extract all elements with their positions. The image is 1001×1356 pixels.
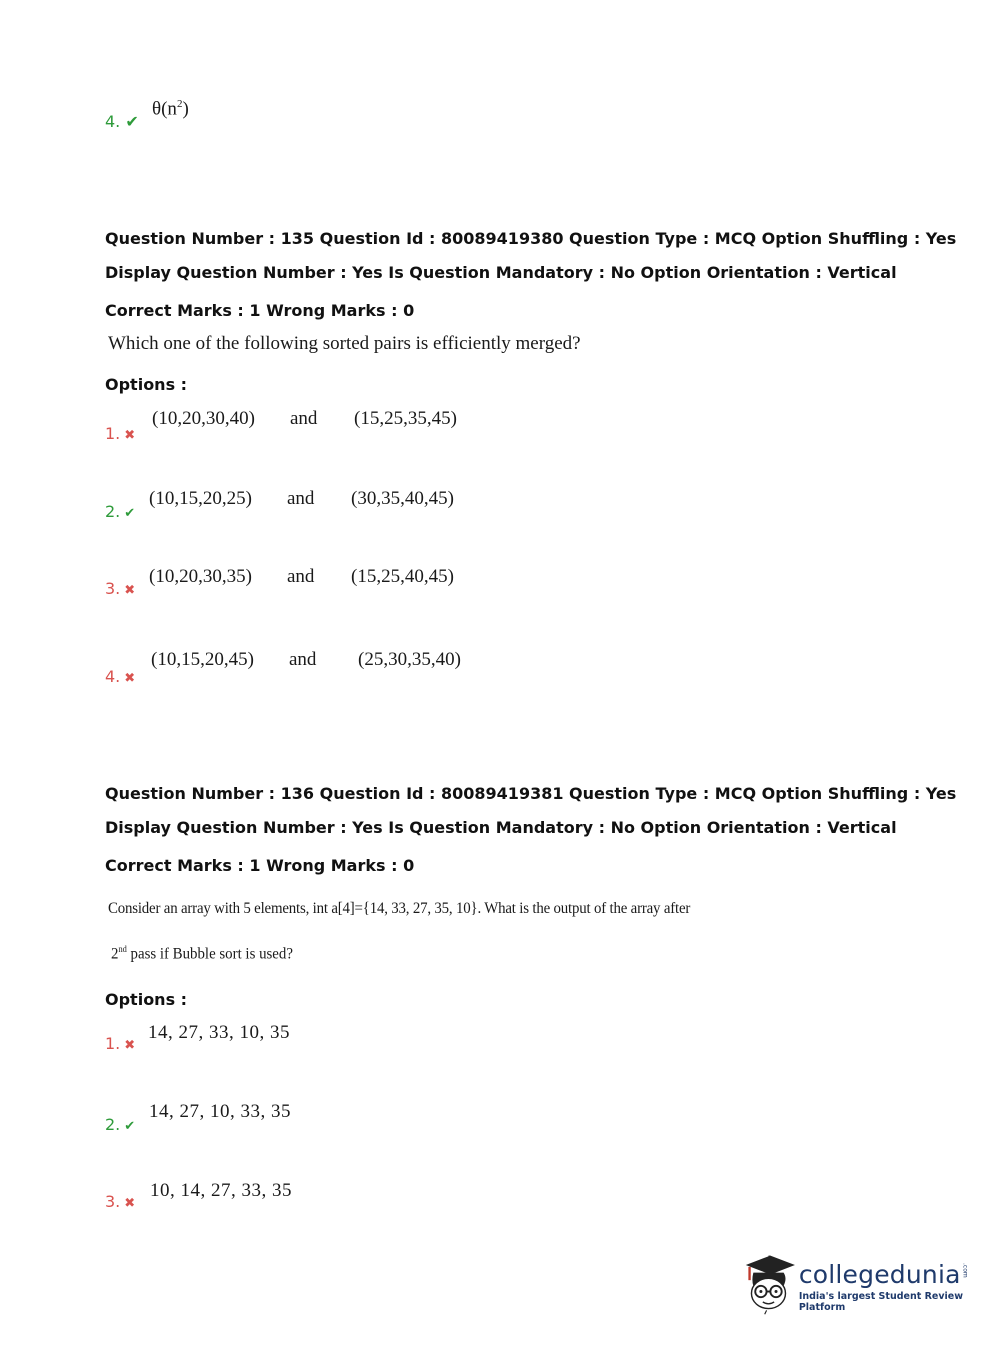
- option-text-close: ): [182, 98, 189, 120]
- cross-icon: ✖: [124, 583, 136, 598]
- q136-pass-number: 2: [111, 945, 119, 963]
- q135-option-1-and: and: [290, 408, 318, 429]
- q135-marks: Correct Marks : 1 Wrong Marks : 0: [105, 301, 415, 320]
- q135-option-2-left: (10,15,20,25): [149, 488, 252, 509]
- q135-question: Which one of the following sorted pairs is efficiently merged?: [108, 333, 581, 354]
- q135-option-3-and: and: [287, 566, 315, 587]
- q136-option-1-marker: [105, 1034, 135, 1053]
- q135-meta-line1: Question Number : 135 Question Id : 80089419380 Question Type : MCQ Option Shuffling : Yes: [105, 229, 957, 248]
- check-icon: ✔: [124, 1119, 136, 1134]
- check-icon: ✔: [124, 506, 136, 521]
- q135-option-3-right: (15,25,40,45): [351, 566, 454, 587]
- q136-option-3-marker: [105, 1192, 135, 1211]
- q136-option-2-text: 14, 27, 10, 33, 35: [149, 1101, 291, 1122]
- cross-icon: ✖: [124, 428, 136, 443]
- option-number: 3.: [105, 579, 121, 598]
- q135-option-4-and: and: [289, 649, 317, 670]
- option-sup: 2: [176, 98, 183, 110]
- mascot-icon: [742, 1250, 797, 1316]
- cross-icon: ✖: [124, 1196, 136, 1211]
- q136-question-line2: [111, 944, 293, 963]
- q136-question-rest: pass if Bubble sort is used?: [126, 945, 293, 963]
- option-number: 4.: [105, 112, 121, 131]
- logo-com: .com: [961, 1262, 969, 1278]
- q135-options-label: Options :: [105, 375, 188, 394]
- q135-option-1-marker: [105, 424, 135, 443]
- option-number: 4.: [105, 667, 121, 686]
- q135-option-4-marker: [105, 667, 135, 686]
- q136-meta-line2: Display Question Number : Yes Is Question Mandatory : No Option Orientation : Vertical: [105, 818, 897, 837]
- option-text: θ(n: [152, 98, 177, 120]
- option-number: 1.: [105, 424, 121, 443]
- q136-pass-suffix: nd: [118, 944, 127, 954]
- q135-option-2-right: (30,35,40,45): [351, 488, 454, 509]
- option-number: 1.: [105, 1034, 121, 1053]
- cross-icon: ✖: [124, 1038, 136, 1053]
- q135-meta-line2: Display Question Number : Yes Is Question Mandatory : No Option Orientation : Vertical: [105, 263, 897, 282]
- q135-option-2-and: and: [287, 488, 315, 509]
- q136-marks: Correct Marks : 1 Wrong Marks : 0: [105, 856, 415, 875]
- q135-option-4-right: (25,30,35,40): [358, 649, 461, 670]
- q135-option-3-marker: [105, 579, 135, 598]
- prev-option-4-text: [152, 98, 189, 120]
- q136-option-2-marker: [105, 1115, 135, 1134]
- collegedunia-logo: [742, 1250, 1001, 1316]
- logo-name: collegedunia: [798, 1259, 961, 1289]
- q136-question-line1: Consider an array with 5 elements, int a[4]={14, 33, 27, 35, 10}. What is the output of the array after: [108, 900, 691, 917]
- q136-meta-line1: Question Number : 136 Question Id : 80089419381 Question Type : MCQ Option Shuffling : Yes: [105, 784, 957, 803]
- check-icon: ✔: [125, 112, 139, 131]
- q135-option-4-left: (10,15,20,45): [151, 649, 254, 670]
- q135-option-2-marker: [105, 502, 135, 521]
- q136-options-label: Options :: [105, 990, 188, 1009]
- option-number: 2.: [105, 1115, 121, 1134]
- q135-option-3-left: (10,20,30,35): [149, 566, 252, 587]
- prev-option-4: [105, 112, 139, 131]
- cross-icon: ✖: [124, 671, 136, 686]
- q135-option-1-left: (10,20,30,40): [152, 408, 255, 429]
- option-number: 3.: [105, 1192, 121, 1211]
- option-number: 2.: [105, 502, 121, 521]
- q136-option-1-text: 14, 27, 33, 10, 35: [148, 1022, 290, 1043]
- q135-option-1-right: (15,25,35,45): [354, 408, 457, 429]
- q136-option-3-text: 10, 14, 27, 33, 35: [150, 1180, 292, 1201]
- logo-tagline: India's largest Student Review Platform: [798, 1290, 963, 1313]
